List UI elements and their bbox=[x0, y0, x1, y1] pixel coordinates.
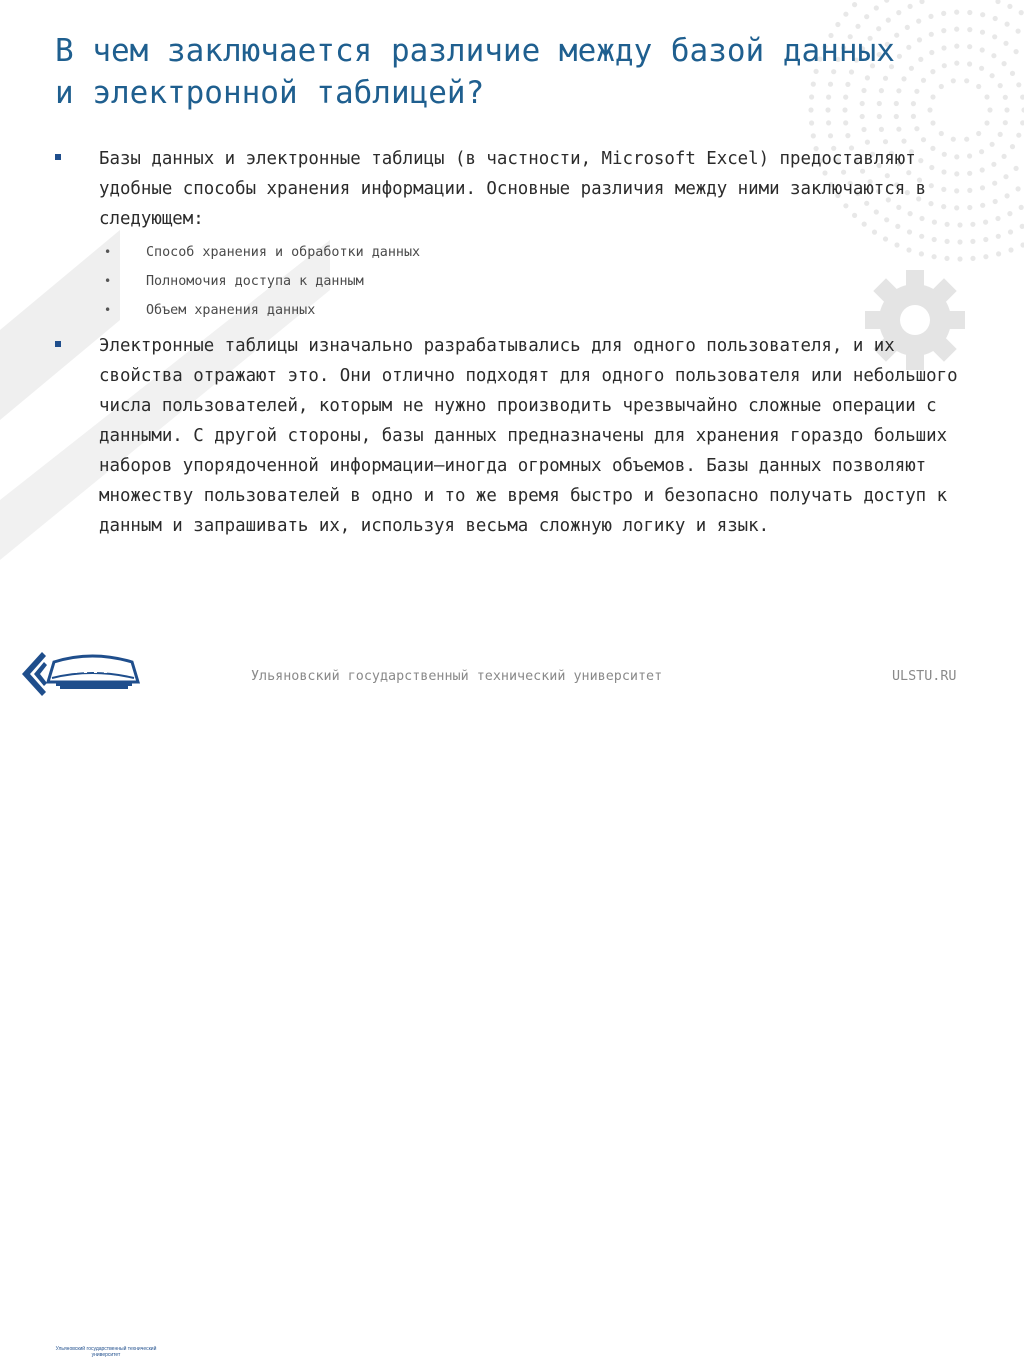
bullet-text: Электронные таблицы изначально разрабатывались для одного пользователя, и их свойства отражают это. Они отлично подходят для одного пользователя или небольшого числа пользователей, которым не нужно производить чрезвычайно сложные операции с данными. С другой стороны, базы данных предназначены для хранения гораздо больших наборов упорядоченной информации—иногда огромных объемов. Базы данных позволяют множеству пользователей в одно и то же время быстро и безопасно получать доступ к данным и запрашивать их, используя весьма сложную логику и язык. bbox=[99, 336, 958, 536]
dot-bullet-icon: • bbox=[104, 245, 112, 259]
sub-item bbox=[99, 296, 985, 325]
footer-site-link[interactable]: ULSTU.RU bbox=[892, 669, 957, 684]
square-bullet-icon bbox=[55, 341, 61, 347]
sub-item-text: Полномочия доступа к данным bbox=[146, 274, 364, 289]
dot-bullet-icon: • bbox=[104, 303, 112, 317]
bullet-list bbox=[55, 144, 985, 541]
logo-caption: Ульяновский государственный технический университет bbox=[55, 1346, 157, 1358]
sub-item bbox=[99, 238, 985, 267]
bullet-item bbox=[55, 331, 985, 541]
bullet-text: Базы данных и электронные таблицы (в частности, Microsoft Excel) предоставляют удобные способы хранения информации. Основные различия между ними заключаются в следующем: bbox=[99, 149, 927, 229]
university-logo-icon bbox=[20, 648, 142, 698]
sub-list bbox=[99, 238, 985, 325]
bullet-item bbox=[55, 144, 985, 325]
square-bullet-icon bbox=[55, 154, 61, 160]
sub-item bbox=[99, 267, 985, 296]
sub-item-text: Способ хранения и обработки данных bbox=[146, 245, 421, 260]
university-logo bbox=[20, 648, 157, 1358]
footer-university: Ульяновский государственный технический университет bbox=[251, 669, 663, 684]
dot-bullet-icon: • bbox=[104, 274, 112, 288]
sub-item-text: Объем хранения данных bbox=[146, 303, 316, 318]
slide-title: В чем заключается различие между базой данных и электронной таблицей? bbox=[55, 33, 895, 111]
